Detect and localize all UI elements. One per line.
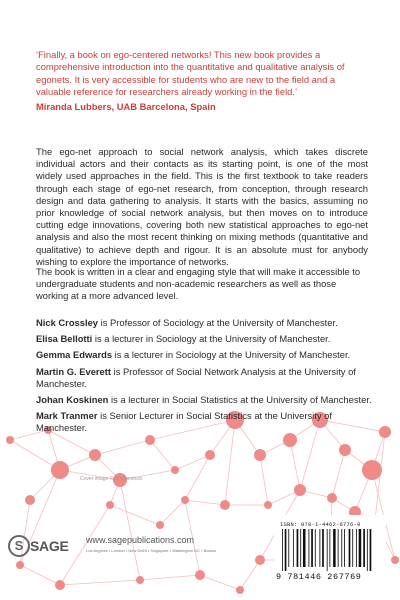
barcode-bar [315, 529, 316, 567]
network-edge [60, 580, 140, 585]
network-edge [185, 500, 225, 505]
description-paragraph-1: The ego-net approach to social network analysis, which takes discrete individual actors and their contacts as its starting point, is one of the most widely used approaches in the field. This is the first textbook to take readers through each stage of ego-net research, from conception, through research design and data gathering to analysis. It starts with the basics, assuming no prior knowledge of social network analysis, but then moves on to introduce cutting edge innovations, covering both new statistical approaches to ego-net analysis and also the most recent thinking on mixing methods (quantitative and qualitative) to achieve depth and rigour. It is an absolute must for anybody wishing to explore the importance of networks. [36, 146, 368, 267]
barcode-bar [282, 529, 283, 571]
barcode-bar [311, 529, 313, 567]
network-node [195, 570, 205, 580]
author-description: is a lecturer in Sociology at the University of Manchester. [92, 333, 331, 345]
barcode-bar [293, 529, 294, 567]
network-edge [185, 455, 210, 500]
author-description: is Professor of Social Network Analysis at the University of Manchester. [36, 365, 356, 389]
author-bios [36, 317, 372, 439]
network-node [254, 449, 266, 461]
network-node [156, 521, 164, 529]
network-node [136, 576, 144, 584]
barcode-bar [303, 529, 306, 567]
author-description: is a lecturer in Social Statistics at the University of Manchester. [108, 394, 372, 406]
network-node [181, 496, 189, 504]
network-node [236, 586, 244, 594]
network-node [171, 466, 179, 474]
barcode-bar [370, 529, 372, 571]
barcode-bar [344, 529, 345, 567]
barcode-bar [333, 529, 336, 567]
author-description: is Senior Lecturer in Social Statistics at the University of Manchester. [36, 410, 332, 434]
network-node [220, 500, 230, 510]
barcode-bar [327, 529, 328, 571]
author-bio [36, 349, 372, 361]
network-node [51, 461, 69, 479]
network-node [294, 484, 306, 496]
review-attribution: Miranda Lubbers, UAB Barcelona, Spain [36, 101, 216, 112]
barcode-bar [300, 529, 301, 567]
network-node [25, 495, 35, 505]
author-bio [36, 366, 372, 390]
network-node [205, 450, 215, 460]
barcode-box [274, 515, 386, 587]
author-description: is Professor of Sociology at the University of Manchester. [98, 317, 338, 328]
network-edge [20, 565, 60, 585]
sage-logo-icon: S [8, 535, 30, 557]
author-name: Mark Tranmer [36, 410, 98, 422]
network-edge [332, 450, 345, 498]
network-edge [240, 560, 260, 590]
barcode-bar [297, 529, 299, 567]
network-node [106, 501, 114, 509]
barcode-bar [319, 529, 320, 567]
author-bio [36, 317, 372, 329]
network-edge [140, 575, 200, 580]
network-node [55, 580, 65, 590]
network-edge [120, 480, 140, 580]
network-edge [110, 505, 160, 525]
publisher-logo-text: SAGE [30, 538, 69, 554]
author-bio [36, 394, 372, 406]
barcode-bar [359, 529, 362, 567]
author-bio [36, 333, 372, 345]
author-name: Martin G. Everett [36, 365, 112, 377]
isbn-label: ISBN: 978-1-4462-6776-9 [280, 521, 361, 528]
network-node [391, 556, 399, 564]
network-node [6, 436, 14, 444]
network-edge [260, 455, 268, 505]
barcode-bar [356, 529, 357, 567]
network-node [339, 444, 351, 456]
author-bio [36, 410, 372, 434]
barcode-bar [367, 529, 368, 571]
network-edge [95, 440, 150, 455]
network-edge [200, 575, 240, 590]
barcode-bar [309, 529, 310, 567]
barcode-bar [338, 529, 339, 567]
author-name: Nick Crossley [36, 317, 99, 328]
barcode-bar [329, 529, 330, 567]
network-node [255, 555, 265, 565]
barcode-bar [322, 529, 324, 567]
network-node [327, 493, 337, 503]
network-edge [175, 455, 210, 470]
barcode-bar [285, 529, 287, 571]
network-edge [160, 500, 185, 525]
barcode-bar [352, 529, 353, 567]
barcode-bar [363, 529, 365, 567]
barcode-bar [288, 529, 289, 567]
author-name: Gemma Edwards [36, 349, 113, 361]
network-node [362, 460, 382, 480]
image-credit: Cover image © Shutterstock [80, 476, 143, 482]
barcode-icon [280, 529, 378, 571]
barcode-bar [341, 529, 342, 567]
publisher-block [8, 535, 218, 565]
description-paragraph-2: The book is written in a clear and engaging style that will make it accessible to undergraduate students and non-academic researchers as well as those working at a more advanced level. [36, 266, 361, 302]
network-node [264, 501, 272, 509]
network-node [89, 449, 101, 461]
author-name: Elisa Bellotti [36, 333, 93, 345]
author-description: is a lecturer in Sociology at the University of Manchester. [112, 349, 351, 361]
author-name: Johan Koskinen [36, 394, 109, 406]
barcode-bar [349, 529, 351, 567]
publisher-cities: Los Angeles • London • New Delhi • Singapore • Washington DC • Boston [86, 548, 217, 553]
review-quote: ‘Finally, a book on ego-centered networks! This new book provides a comprehensive introduction into the quantitative and qualitative analysis of egonets. It is very accessible for students who are new to the field and a valuable reference for researchers already working in the field.’ [36, 49, 345, 97]
network-edge [150, 440, 175, 470]
isbn-number: 9 781446 267769 [276, 572, 362, 582]
network-node [379, 426, 391, 438]
publisher-website[interactable]: www.sagepublications.com [86, 535, 195, 545]
network-edge [290, 440, 300, 490]
